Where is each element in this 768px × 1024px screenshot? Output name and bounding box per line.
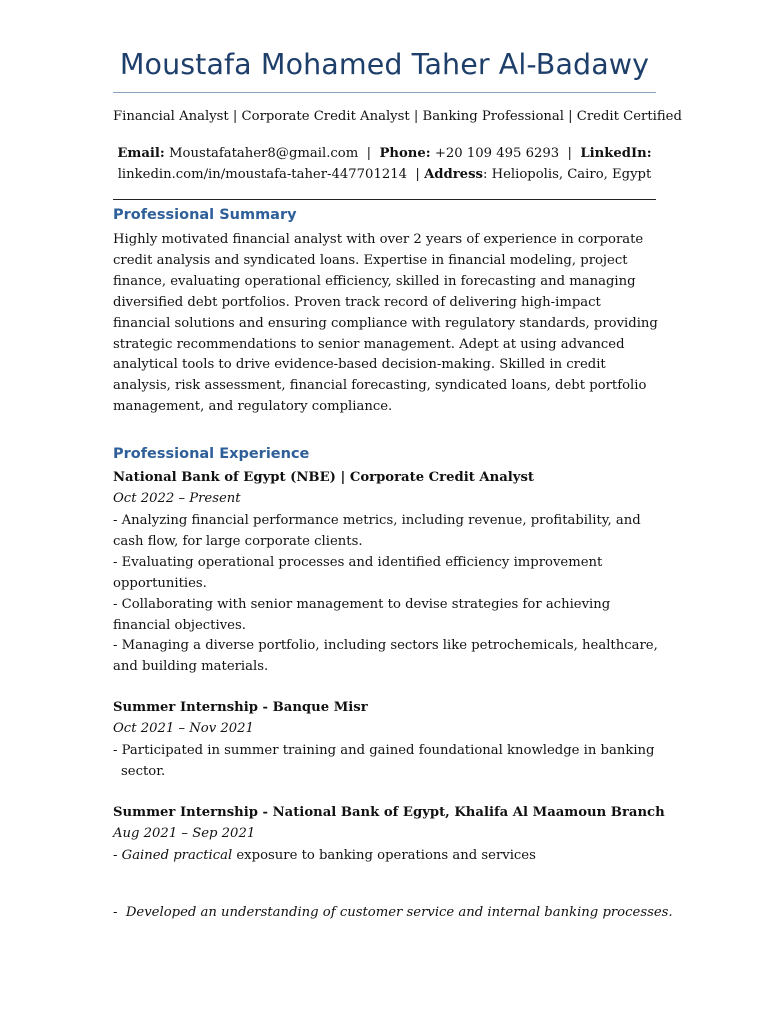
phone-label: Phone: — [379, 146, 431, 161]
contact-separator: | — [415, 167, 420, 182]
contact-separator: | — [366, 146, 372, 161]
summary-text: Highly motivated financial analyst with over 2 years of experience in corporate credit analysis and syndicated loans. Expertise in financial modeling, project finance, evaluating operational efficiency, skilled in forecasting and managing diversified debt portfolios. Proven track record of delivering high-impact financial solutions and ensuring compliance with regulatory standards, providing strategic recommendations to senior management. Adept at using advanced analytical tools to drive evidence-based decision-making. Skilled in credit analysis, risk assessment, financial forecasting, syndicated loans, debt portfolio management, and regulatory compliance. — [113, 232, 658, 415]
job-bullets — [113, 741, 658, 783]
job-dates: Oct 2021 – Nov 2021 — [113, 721, 254, 736]
email-value: Moustafataher8@gmail.com — [169, 146, 359, 161]
job-dates: Oct 2022 – Present — [113, 491, 241, 506]
name-divider — [113, 92, 656, 93]
list-item: - Participated in summer training and gained foundational knowledge in banking sector. — [113, 743, 655, 779]
list-item: - Managing a diverse portfolio, including sectors like petrochemicals, healthcare, and building materials. — [113, 638, 658, 675]
list-item: - Analyzing financial performance metrics, including revenue, profitability, and cash flow, for large corporate clients. — [113, 513, 641, 549]
professional-tagline: Financial Analyst | Corporate Credit Analyst | Banking Professional | Credit Certified — [113, 109, 682, 124]
job-bullets — [113, 511, 658, 678]
bullet-italic-text: Gained practical — [121, 848, 233, 863]
summary-heading: Professional Summary — [113, 207, 297, 223]
experience-heading: Professional Experience — [113, 446, 310, 462]
job-title: Summer Internship - National Bank of Egypt, Khalifa Al Maamoun Branch — [113, 805, 665, 820]
job-title: Summer Internship - Banque Misr — [113, 700, 368, 715]
address-label: Address — [424, 167, 483, 182]
bullet-text: exposure to banking operations and services — [232, 848, 536, 863]
list-item: - Developed an understanding of customer service and internal banking processes. — [113, 905, 673, 920]
candidate-name: Moustafa Mohamed Taher Al-Badawy — [119, 48, 650, 81]
list-item — [113, 846, 658, 867]
contact-info — [113, 143, 656, 185]
resume-page — [113, 0, 682, 1024]
job-bullets — [113, 903, 673, 924]
list-item: - Collaborating with senior management to devise strategies for achieving financial objectives. — [113, 596, 611, 633]
job-title: National Bank of Egypt (NBE) | Corporate Credit Analyst — [113, 470, 534, 485]
linkedin-label: LinkedIn: — [580, 146, 652, 161]
list-item: - Evaluating operational processes and identified efficiency improvement opportunities. — [113, 554, 603, 591]
job-bullets — [113, 846, 658, 867]
email-label: Email: — [117, 146, 165, 161]
contact-separator: | — [567, 146, 572, 161]
phone-value: +20 109 495 6293 — [434, 146, 560, 161]
address-value: : Heliopolis, Cairo, Egypt — [482, 167, 652, 182]
bullet-dash: - — [113, 848, 122, 863]
job-dates: Aug 2021 – Sep 2021 — [113, 826, 256, 841]
contact-divider — [113, 199, 656, 200]
linkedin-value: linkedin.com/in/moustafa-taher-447701214 — [117, 167, 408, 182]
